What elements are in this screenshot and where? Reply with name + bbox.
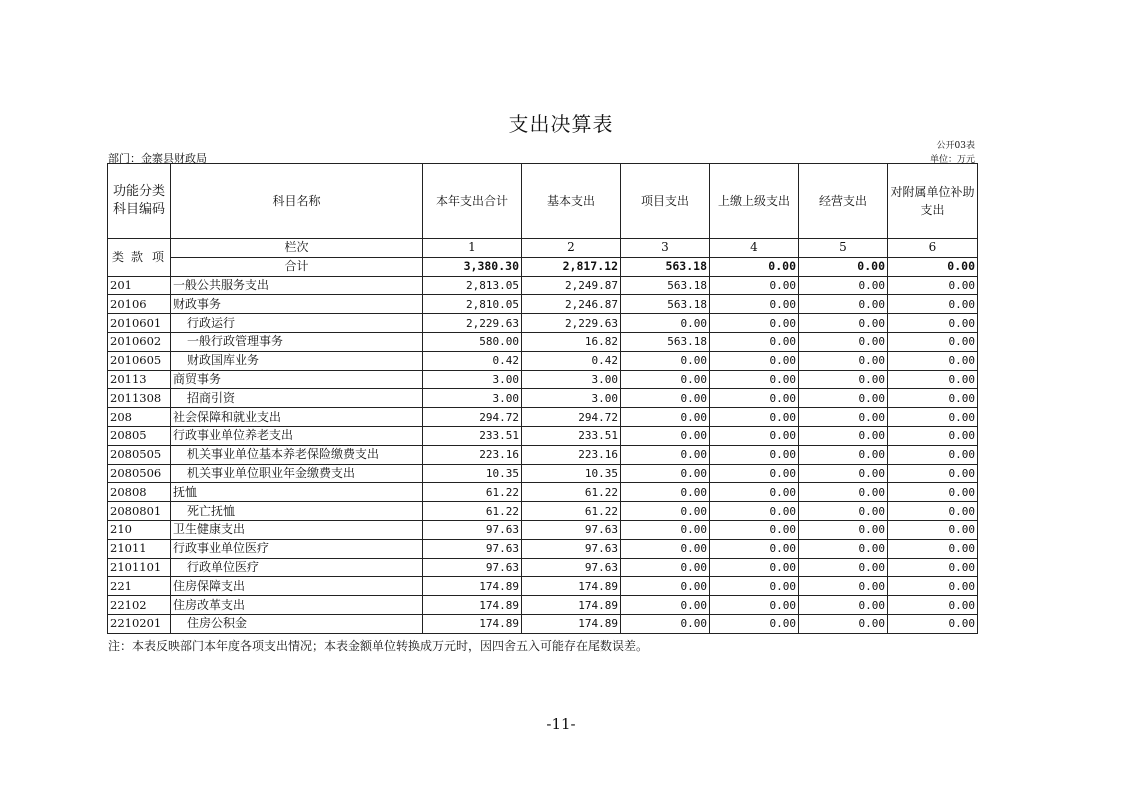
row-code: 20113: [108, 370, 171, 389]
row-value: 0.00: [710, 276, 799, 295]
row-value: 3.00: [522, 389, 621, 408]
row-name: 社会保障和就业支出: [173, 409, 282, 424]
lei-label: 类: [112, 250, 125, 264]
row-value: 0.00: [710, 520, 799, 539]
table-row: [108, 389, 978, 408]
row-value: 2,249.87: [522, 276, 621, 295]
row-name: 抚恤: [173, 484, 198, 499]
row-value: 61.22: [423, 502, 522, 521]
col-num: 1: [423, 239, 522, 258]
row-value: 0.00: [710, 596, 799, 615]
row-name: 商贸事务: [173, 371, 222, 386]
row-name: 一般公共服务支出: [173, 277, 270, 292]
row-value: 0.00: [710, 351, 799, 370]
table-row: [108, 445, 978, 464]
row-value: 97.63: [423, 539, 522, 558]
total-value: 0.00: [710, 257, 799, 276]
row-name-cell: [171, 464, 423, 483]
row-value: 0.00: [799, 483, 888, 502]
col-num: 5: [799, 239, 888, 258]
table-row: [108, 520, 978, 539]
row-name-cell: [171, 577, 423, 596]
total-row: [108, 257, 978, 276]
xiang-label: 项: [152, 250, 165, 264]
row-value: 0.00: [888, 614, 978, 633]
expenditure-table: [107, 163, 978, 634]
row-value: 0.00: [710, 502, 799, 521]
column-label: 栏次: [171, 239, 423, 258]
table-row: [108, 332, 978, 351]
row-value: 0.00: [888, 370, 978, 389]
row-value: 0.00: [621, 426, 710, 445]
row-value: 223.16: [423, 445, 522, 464]
header-project: 项目支出: [621, 164, 710, 239]
row-name-cell: [171, 483, 423, 502]
row-value: 2,229.63: [423, 314, 522, 333]
row-name: 住房保障支出: [173, 578, 246, 593]
row-name-cell: [171, 408, 423, 427]
table-header-row: [108, 164, 978, 239]
row-value: 0.00: [888, 520, 978, 539]
row-value: 0.00: [888, 596, 978, 615]
row-name-cell: [171, 332, 423, 351]
row-value: 97.63: [423, 558, 522, 577]
row-name-cell: [171, 502, 423, 521]
row-value: 0.42: [423, 351, 522, 370]
total-label: 合计: [171, 257, 423, 276]
row-value: 0.00: [621, 351, 710, 370]
row-value: 97.63: [522, 520, 621, 539]
row-value: 0.00: [621, 370, 710, 389]
header-subsidy: 对附属单位补助支出: [888, 164, 978, 239]
row-value: 0.00: [799, 389, 888, 408]
row-code: 20808: [108, 483, 171, 502]
row-value: 174.89: [423, 577, 522, 596]
row-value: 0.00: [888, 351, 978, 370]
row-value: 563.18: [621, 332, 710, 351]
form-number: 公开03表: [936, 141, 975, 151]
row-value: 0.00: [710, 389, 799, 408]
col-num: 3: [621, 239, 710, 258]
row-name-cell: [171, 520, 423, 539]
row-code: 2011308: [108, 389, 171, 408]
row-value: 0.00: [710, 332, 799, 351]
row-name: 一般行政管理事务: [187, 334, 284, 349]
row-value: 0.00: [888, 502, 978, 521]
table-row: [108, 370, 978, 389]
row-value: 563.18: [621, 295, 710, 314]
row-value: 10.35: [423, 464, 522, 483]
row-value: 174.89: [423, 596, 522, 615]
column-number-row: [108, 239, 978, 258]
row-value: 294.72: [522, 408, 621, 427]
page-number: -11-: [546, 715, 576, 733]
row-value: 0.00: [621, 408, 710, 427]
row-value: 97.63: [423, 520, 522, 539]
header-basic: 基本支出: [522, 164, 621, 239]
row-value: 0.00: [710, 314, 799, 333]
row-value: 0.00: [799, 370, 888, 389]
header-total: 本年支出合计: [423, 164, 522, 239]
row-value: 0.00: [710, 483, 799, 502]
row-value: 233.51: [522, 426, 621, 445]
kuan-label: 款: [131, 250, 144, 264]
row-value: 0.00: [621, 520, 710, 539]
row-name: 招商引资: [187, 390, 236, 405]
row-value: 0.00: [888, 483, 978, 502]
header-business: 经营支出: [799, 164, 888, 239]
row-name: 财政国库业务: [187, 353, 260, 368]
row-value: 0.00: [799, 558, 888, 577]
row-value: 0.00: [621, 314, 710, 333]
col-num: 4: [710, 239, 799, 258]
row-value: 0.00: [710, 295, 799, 314]
row-value: 61.22: [423, 483, 522, 502]
category-label-cell: [108, 239, 171, 277]
row-name: 机关事业单位职业年金缴费支出: [187, 465, 356, 480]
row-name: 行政单位医疗: [187, 559, 260, 574]
row-value: 0.00: [710, 445, 799, 464]
row-value: 563.18: [621, 276, 710, 295]
row-code: 2101101: [108, 558, 171, 577]
row-value: 0.00: [888, 464, 978, 483]
row-value: 294.72: [423, 408, 522, 427]
row-name: 行政事业单位医疗: [173, 541, 270, 556]
row-value: 174.89: [522, 614, 621, 633]
row-name: 住房公积金: [187, 616, 248, 631]
table-row: [108, 614, 978, 633]
row-value: 0.00: [710, 464, 799, 483]
row-value: 0.00: [888, 332, 978, 351]
row-code: 20805: [108, 426, 171, 445]
row-name: 住房改革支出: [173, 597, 246, 612]
table-row: [108, 295, 978, 314]
row-value: 0.00: [710, 408, 799, 427]
row-value: 0.00: [710, 614, 799, 633]
row-name-cell: [171, 445, 423, 464]
row-name: 卫生健康支出: [173, 522, 246, 537]
row-value: 3.00: [423, 389, 522, 408]
table-row: [108, 464, 978, 483]
row-value: 2,813.05: [423, 276, 522, 295]
table-row: [108, 596, 978, 615]
row-value: 0.00: [799, 614, 888, 633]
row-name: 死亡抚恤: [187, 503, 236, 518]
table-row: [108, 276, 978, 295]
row-code: 2080801: [108, 502, 171, 521]
row-name-cell: [171, 426, 423, 445]
row-value: 0.00: [621, 389, 710, 408]
row-value: 0.00: [888, 276, 978, 295]
row-value: 0.00: [799, 577, 888, 596]
row-value: 0.00: [799, 464, 888, 483]
total-value: 563.18: [621, 257, 710, 276]
row-value: 0.00: [621, 614, 710, 633]
row-code: 2010605: [108, 351, 171, 370]
row-name-cell: [171, 558, 423, 577]
row-value: 0.00: [888, 295, 978, 314]
total-value: 0.00: [888, 257, 978, 276]
row-value: 0.00: [621, 577, 710, 596]
table-row: [108, 483, 978, 502]
row-name: 机关事业单位基本养老保险缴费支出: [187, 447, 380, 462]
row-code: 22102: [108, 596, 171, 615]
col-num: 6: [888, 239, 978, 258]
total-value: 3,380.30: [423, 257, 522, 276]
row-value: 580.00: [423, 332, 522, 351]
row-value: 0.42: [522, 351, 621, 370]
document-title: 支出决算表: [508, 112, 614, 136]
row-value: 0.00: [888, 408, 978, 427]
row-value: 2,229.63: [522, 314, 621, 333]
row-name-cell: [171, 614, 423, 633]
row-value: 0.00: [710, 577, 799, 596]
row-value: 3.00: [522, 370, 621, 389]
row-value: 0.00: [799, 426, 888, 445]
row-value: 0.00: [799, 408, 888, 427]
table-row: [108, 314, 978, 333]
row-value: 0.00: [621, 596, 710, 615]
total-value: 0.00: [799, 257, 888, 276]
row-code: 208: [108, 408, 171, 427]
unit-label: 单位：万元: [929, 155, 975, 165]
row-code: 2210201: [108, 614, 171, 633]
row-code: 2080506: [108, 464, 171, 483]
row-value: 233.51: [423, 426, 522, 445]
row-value: 3.00: [423, 370, 522, 389]
row-value: 0.00: [799, 596, 888, 615]
row-value: 0.00: [799, 502, 888, 521]
row-value: 10.35: [522, 464, 621, 483]
table-row: [108, 539, 978, 558]
row-value: 97.63: [522, 558, 621, 577]
row-name-cell: [171, 370, 423, 389]
row-value: 0.00: [621, 464, 710, 483]
row-value: 0.00: [710, 370, 799, 389]
row-value: 0.00: [888, 577, 978, 596]
row-value: 0.00: [888, 389, 978, 408]
row-value: 174.89: [522, 596, 621, 615]
table-row: [108, 351, 978, 370]
table-row: [108, 577, 978, 596]
row-name-cell: [171, 276, 423, 295]
row-value: 0.00: [621, 539, 710, 558]
row-value: 0.00: [799, 351, 888, 370]
header-upper: 上缴上级支出: [710, 164, 799, 239]
row-value: 0.00: [621, 483, 710, 502]
row-value: 0.00: [799, 295, 888, 314]
row-value: 0.00: [888, 558, 978, 577]
row-value: 2,246.87: [522, 295, 621, 314]
row-value: 0.00: [799, 314, 888, 333]
row-code: 2010602: [108, 332, 171, 351]
row-value: 0.00: [888, 445, 978, 464]
row-code: 20106: [108, 295, 171, 314]
header-name: 科目名称: [171, 164, 423, 239]
row-code: 21011: [108, 539, 171, 558]
table-row: [108, 502, 978, 521]
table-row: [108, 558, 978, 577]
row-value: 0.00: [799, 332, 888, 351]
row-code: 2080505: [108, 445, 171, 464]
row-value: 0.00: [710, 426, 799, 445]
table-row: [108, 408, 978, 427]
row-code: 221: [108, 577, 171, 596]
table-note: 注：本表反映部门本年度各项支出情况；本表金额单位转换成万元时，因四舍五入可能存在尾数误差。: [108, 639, 649, 653]
row-value: 174.89: [522, 577, 621, 596]
row-value: 0.00: [799, 520, 888, 539]
row-name: 行政事业单位养老支出: [173, 428, 294, 443]
row-value: 0.00: [888, 426, 978, 445]
row-name-cell: [171, 539, 423, 558]
row-value: 97.63: [522, 539, 621, 558]
row-value: 16.82: [522, 332, 621, 351]
row-name-cell: [171, 351, 423, 370]
row-name-cell: [171, 596, 423, 615]
row-value: 0.00: [710, 558, 799, 577]
col-num: 2: [522, 239, 621, 258]
row-value: 0.00: [710, 539, 799, 558]
row-value: 0.00: [888, 314, 978, 333]
row-value: 61.22: [522, 483, 621, 502]
row-code: 201: [108, 276, 171, 295]
row-value: 0.00: [621, 558, 710, 577]
row-value: 223.16: [522, 445, 621, 464]
row-value: 0.00: [621, 502, 710, 521]
row-value: 174.89: [423, 614, 522, 633]
row-value: 2,810.05: [423, 295, 522, 314]
row-value: 0.00: [799, 276, 888, 295]
row-value: 0.00: [888, 539, 978, 558]
row-name: 行政运行: [187, 315, 236, 330]
table-row: [108, 426, 978, 445]
row-name-cell: [171, 295, 423, 314]
row-code: 2010601: [108, 314, 171, 333]
department-label: 部门：金寨县财政局: [108, 152, 207, 165]
row-name: 财政事务: [173, 296, 222, 311]
row-name-cell: [171, 314, 423, 333]
total-value: 2,817.12: [522, 257, 621, 276]
header-code: 功能分类科目编码: [108, 164, 171, 239]
row-value: 61.22: [522, 502, 621, 521]
row-name-cell: [171, 389, 423, 408]
row-value: 0.00: [799, 445, 888, 464]
row-value: 0.00: [799, 539, 888, 558]
row-value: 0.00: [621, 445, 710, 464]
row-code: 210: [108, 520, 171, 539]
